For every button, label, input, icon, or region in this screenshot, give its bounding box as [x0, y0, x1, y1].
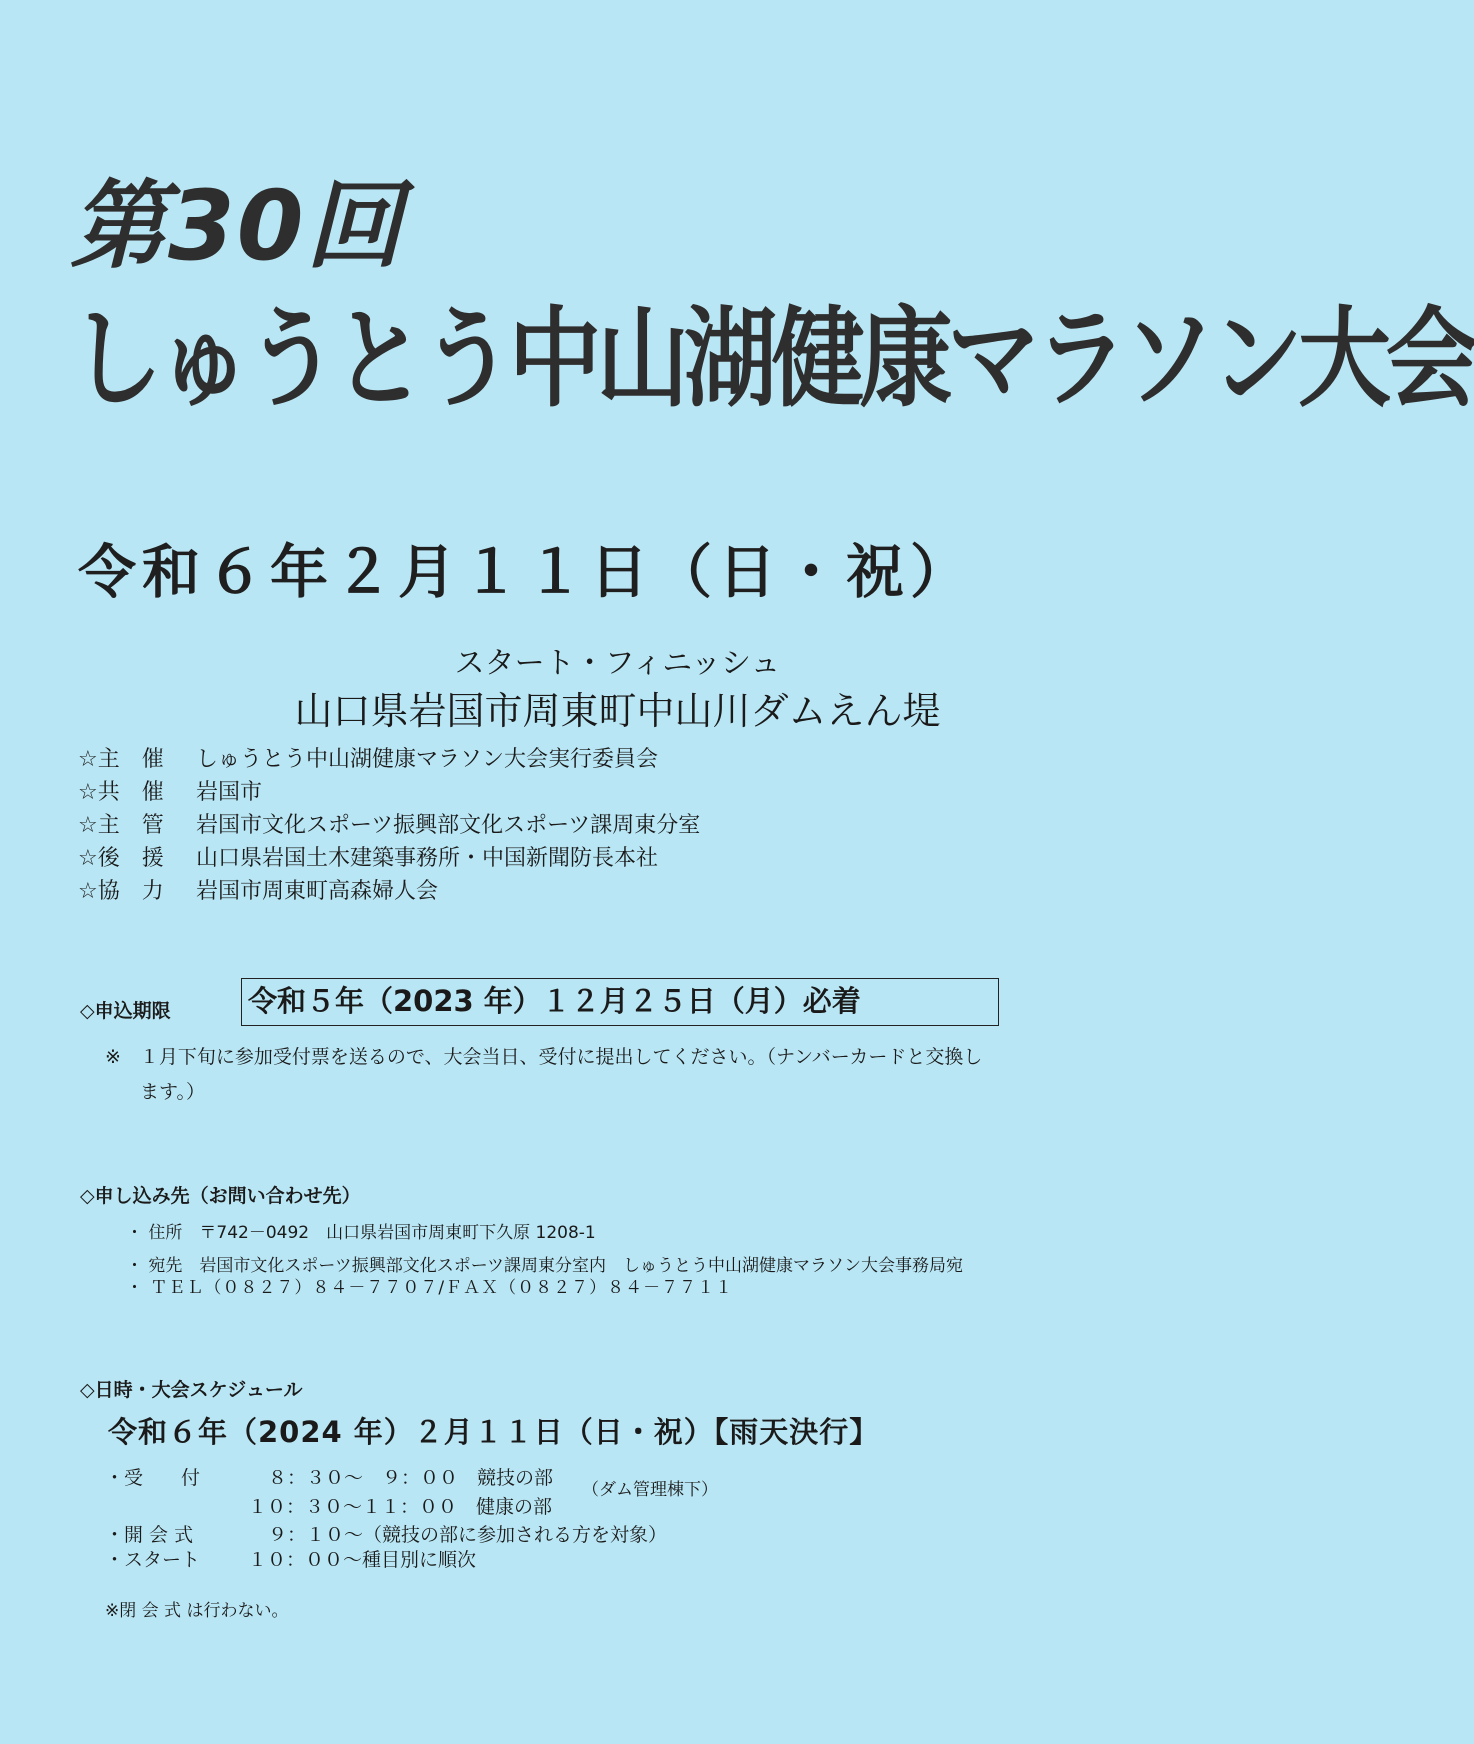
- organizer-role: ☆主 催: [78, 747, 164, 772]
- venue-place: 山口県岩国市周東町中山川ダムえん堤: [294, 689, 941, 733]
- start-label: ・スタート: [105, 1549, 201, 1571]
- closing-note: ※閉 会 式 は行わない。: [105, 1601, 289, 1621]
- organizer-name: 山口県岩国土木建築事務所・中国新聞防長本社: [196, 846, 659, 871]
- organizer-row: [78, 808, 700, 839]
- event-date: 令和６年２月１１日（日・祝）: [78, 538, 975, 606]
- edition-title: 第30回: [70, 170, 404, 282]
- reception-place: （ダム管理棟下）: [582, 1480, 718, 1500]
- organizer-row: [78, 742, 658, 773]
- organizer-role: ☆共 催: [78, 780, 164, 805]
- organizer-row: [78, 874, 438, 905]
- opening-time: ９：１０～（競技の部に参加される方を対象）: [268, 1524, 668, 1546]
- organizer-role: ☆後 援: [78, 846, 164, 871]
- organizer-row: [78, 775, 262, 806]
- deadline-heading: ◇申込期限: [80, 1000, 171, 1022]
- schedule-heading: ◇日時・大会スケジュール: [80, 1379, 303, 1401]
- reception-label: ・受 付: [105, 1467, 201, 1489]
- organizer-role: ☆協 力: [78, 879, 164, 904]
- organizer-name: 岩国市: [196, 780, 263, 805]
- organizer-role: ☆主 管: [78, 813, 164, 838]
- start-time: １０：００～種目別に順次: [248, 1549, 477, 1571]
- contact-heading: ◇申し込み先（お問い合わせ先）: [80, 1185, 361, 1207]
- deadline-note-line1: ※ １月下旬に参加受付票を送るので、大会当日、受付に提出してください。（ナンバーカードと交換し: [105, 1046, 983, 1068]
- schedule-date: 令和６年（2024 年）２月１１日（日・祝）【雨天決行】: [108, 1415, 880, 1449]
- deadline-value: 令和５年（2023 年）１２月２５日（月）必着: [241, 978, 999, 1026]
- contact-phone-fax: ・ ＴＥＬ（０８２７）８４－７７０７/ＦＡＸ（０８２７）８４－７７１１: [126, 1278, 734, 1298]
- organizer-name: 岩国市文化スポーツ振興部文化スポーツ課周東分室: [196, 813, 701, 838]
- contact-recipient: ・ 宛先 岩国市文化スポーツ振興部文化スポーツ課周東分室内 しゅうとう中山湖健康マラソン大会事務局宛: [126, 1256, 964, 1276]
- opening-label: ・開 会 式: [105, 1524, 194, 1546]
- contact-address: ・ 住所 〒742－0492 山口県岩国市周東町下久原 1208-1: [126, 1223, 596, 1243]
- event-title: しゅうとう中山湖健康マラソン大会: [70, 297, 1474, 422]
- reception-time-competition: ８：３０～ ９：００ 競技の部: [268, 1467, 554, 1489]
- reception-time-health: １０：３０～１１：００ 健康の部: [248, 1496, 553, 1518]
- venue-label: スタート・フィニッシュ: [454, 646, 781, 681]
- organizer-row: [78, 841, 658, 872]
- organizer-name: 岩国市周東町高森婦人会: [196, 879, 439, 904]
- organizer-name: しゅうとう中山湖健康マラソン大会実行委員会: [196, 747, 659, 772]
- deadline-note-line2: ます。）: [140, 1081, 205, 1103]
